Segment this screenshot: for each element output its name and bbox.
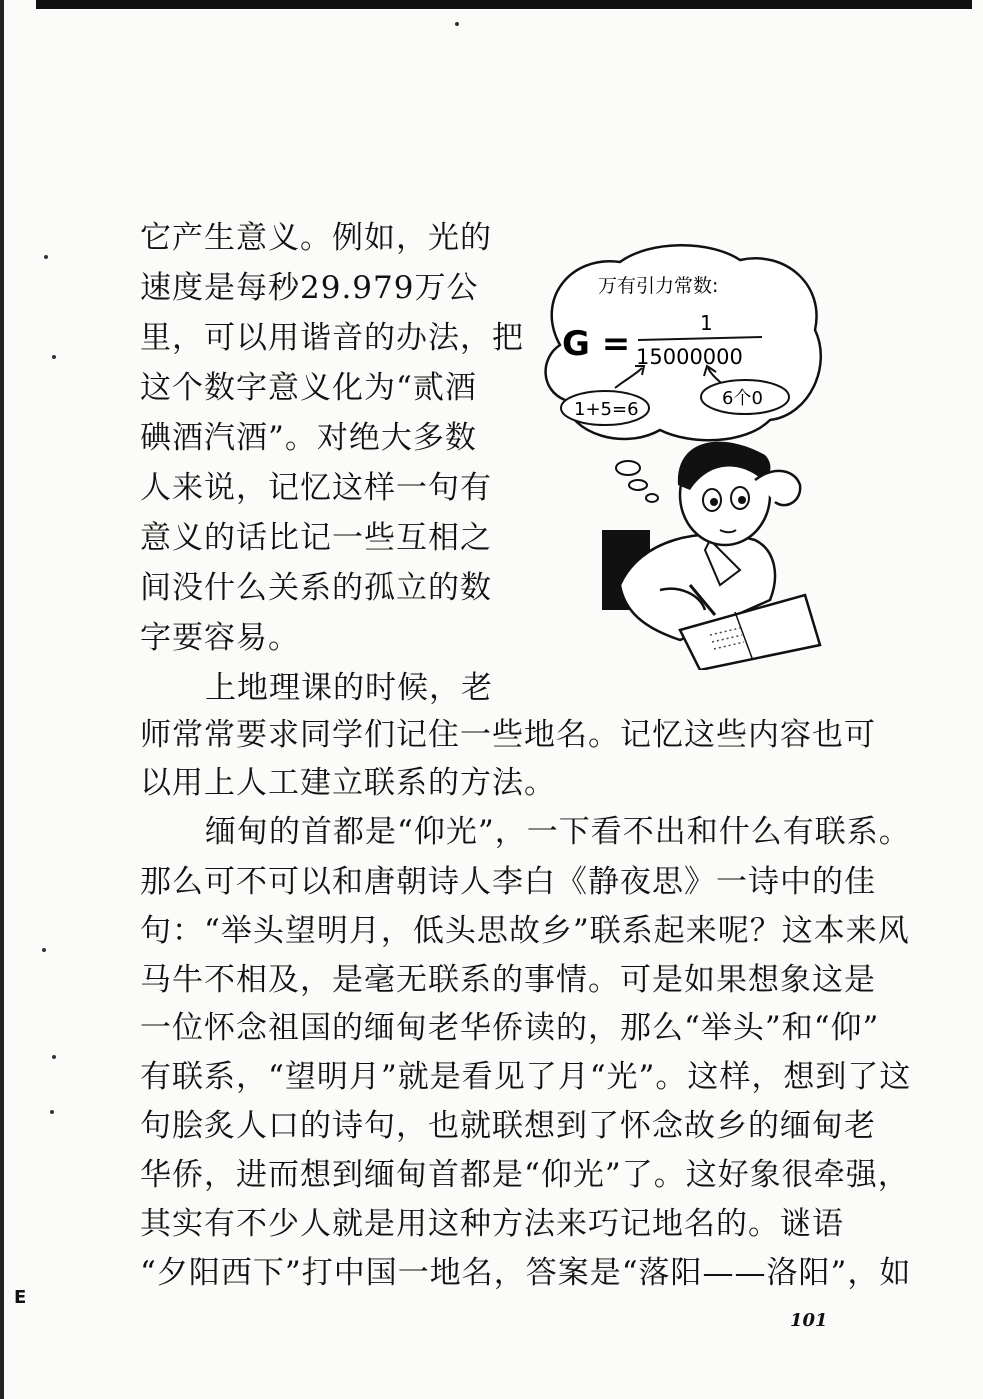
scan-speck xyxy=(44,255,48,259)
paragraph-start-line: 缅甸的首都是“仰光”，一下看不出和什么有联系。 xyxy=(205,814,911,850)
page-top-rule xyxy=(36,0,972,9)
text-line: 这个数字意义化为“贰酒 xyxy=(140,370,477,406)
scan-speck xyxy=(42,948,46,952)
scan-speck xyxy=(50,1110,54,1114)
formula-denominator: 15000000 xyxy=(636,345,743,369)
bubble-right-text: 6个0 xyxy=(722,388,763,409)
text-line: 以用上人工建立联系的方法。 xyxy=(140,765,556,801)
text-line: 里，可以用谐音的办法，把 xyxy=(140,320,524,356)
thought-bubble-small xyxy=(616,461,640,475)
text-line: 一位怀念祖国的缅甸老华侨读的，那么“举头”和“仰” xyxy=(140,1010,880,1046)
corner-mark: E xyxy=(14,1287,27,1308)
text-line: 句：“举头望明月，低头思故乡”联系起来呢？这本来风 xyxy=(140,913,910,949)
text-line: “夕阳西下”打中国一地名，答案是“落阳——洛阳”，如 xyxy=(140,1255,912,1291)
text-line: 师常常要求同学们记住一些地名。记忆这些内容也可 xyxy=(140,717,876,753)
text-line: 华侨，进而想到缅甸首都是“仰光”了。这好象很牵强， xyxy=(140,1157,910,1193)
text-line: 间没什么关系的孤立的数 xyxy=(140,570,492,606)
text-line: 字要容易。 xyxy=(140,620,300,656)
text-line: 它产生意义。例如，光的 xyxy=(140,220,492,256)
formula-numerator: 1 xyxy=(700,311,713,335)
paragraph-start-line: 上地理课的时候，老 xyxy=(205,670,493,706)
text-line: 碘酒汽酒”。对绝大多数 xyxy=(140,420,477,456)
formula-symbol: G = xyxy=(562,324,631,364)
text-line: 速度是每秒29.979万公 xyxy=(140,270,479,306)
thinking-boy-illustration xyxy=(540,240,830,670)
text-line: 人来说，记忆这样一句有 xyxy=(140,470,492,506)
text-line: 那么可不可以和唐朝诗人李白《静夜思》一诗中的佳 xyxy=(140,864,876,900)
text-line: 意义的话比记一些互相之 xyxy=(140,520,492,556)
bubble-left-text: 1+5=6 xyxy=(574,399,639,420)
text-line: 句脍炙人口的诗句，也就联想到了怀念故乡的缅甸老 xyxy=(140,1108,876,1144)
formula-title: 万有引力常数: xyxy=(598,275,719,297)
text-line: 有联系，“望明月”就是看见了月“光”。这样，想到了这 xyxy=(140,1059,912,1095)
scan-speck xyxy=(455,22,459,26)
thought-bubble-small xyxy=(629,480,647,490)
thought-bubble-small xyxy=(646,494,658,502)
scan-speck xyxy=(52,1055,56,1059)
page-number: 101 xyxy=(790,1310,828,1331)
text-line: 马牛不相及，是毫无联系的事情。可是如果想象这是 xyxy=(140,962,876,998)
page-left-edge xyxy=(0,0,4,1399)
scan-speck xyxy=(52,355,56,359)
text-line: 其实有不少人就是用这种方法来巧记地名的。谜语 xyxy=(140,1206,844,1242)
